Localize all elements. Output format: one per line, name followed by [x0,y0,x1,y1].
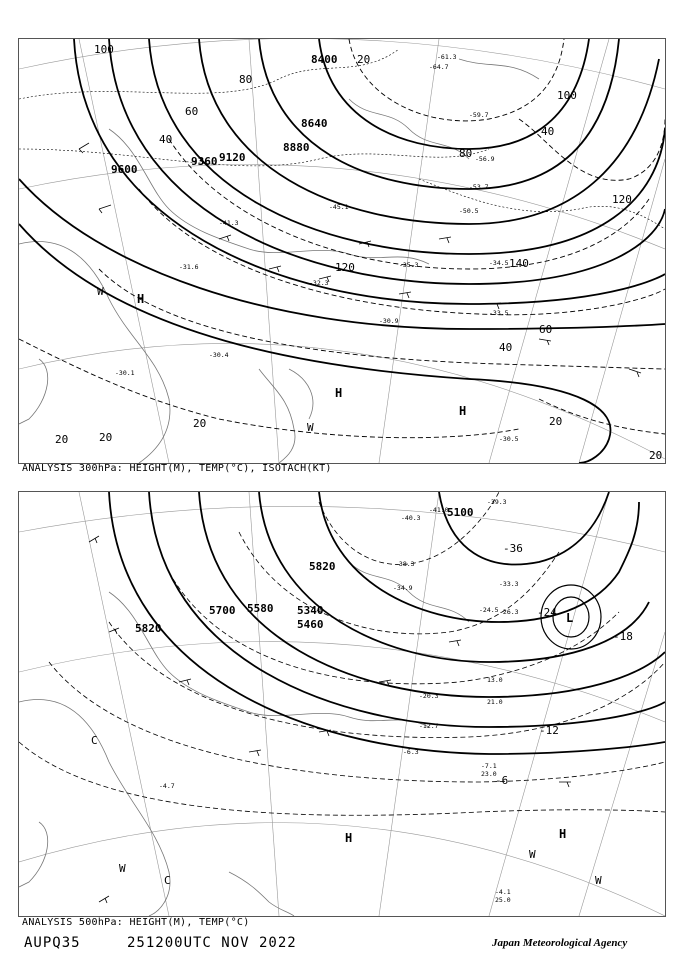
height-label: 5700 [209,604,236,617]
temp-value: -35.3 [399,261,419,269]
temp-value: -34.5 [489,259,509,267]
station-value: -6.3 [403,748,419,756]
height-contours [109,492,665,754]
station-value: -39.3 [487,498,507,506]
height-labels [135,506,474,635]
station-value: -24.5 [479,606,499,614]
height-label: 9120 [219,151,246,164]
temperature-labels [495,542,633,787]
map-panel-300hpa [18,38,666,464]
pressure-centers [137,292,466,418]
station-value: -4.7 [159,782,175,790]
station-value: 25.0 [495,896,511,904]
height-label: 5460 [297,618,324,631]
station-value: -34.9 [393,584,413,592]
isotach-label: 140 [509,257,529,270]
temp-value: -30.9 [379,317,399,325]
valid-time: 251200UTC NOV 2022 [127,935,297,951]
high-pressure-marker: H [345,831,353,845]
cold-marker: C [164,874,171,887]
station-value: -40.3 [401,514,421,522]
isotherm-label: -24 [537,606,557,619]
height-label: 5100 [447,506,474,519]
height-label: 8880 [283,141,310,154]
isotach-label: 60 [185,105,199,118]
height-label: 5580 [247,602,274,615]
isotach-label: 20 [357,53,371,66]
high-pressure-marker: H [459,404,467,418]
isotach-label: 120 [612,193,632,206]
isotach-label: 80 [459,147,473,160]
isotach-label: 20 [193,417,207,430]
temp-value: -50.5 [459,207,479,215]
temp-value: -32.3 [309,279,329,287]
warm-marker: W [529,848,536,861]
station-value: -7.1 [481,762,497,770]
isotach-label: 40 [541,125,555,138]
station-value: -33.3 [499,580,519,588]
isotach-label: 60 [539,323,553,336]
map-500hpa-canvas [19,492,665,916]
isotherm-label: -12 [539,724,559,737]
wind-barbs [79,143,641,377]
temp-value: -30.1 [115,369,135,377]
temp-value: -59.7 [469,111,489,119]
station-value: 21.0 [487,698,503,706]
cold-marker: C [91,734,98,747]
isotach-label: 40 [159,133,173,146]
warm-marker: W [97,285,104,298]
height-label: 5820 [135,622,162,635]
station-value: -38.3 [395,560,415,568]
isotherms [19,49,665,229]
temp-value: -64.7 [429,63,449,71]
isotach-label: 20 [549,415,563,428]
panel-caption-300hpa: ANALYSIS 300hPa: HEIGHT(M), TEMP(°C), ISOTACH(KT) [22,463,332,474]
height-label: 5340 [297,604,324,617]
warm-marker: W [595,874,602,887]
warm-marker: W [119,862,126,875]
coastlines [19,59,539,463]
height-label: 9360 [191,155,218,168]
temp-value: -30.5 [499,435,519,443]
map-300hpa-canvas [19,39,665,463]
temp-value: -61.3 [437,53,457,61]
isotach-label: 120 [335,261,355,274]
high-pressure-marker: H [137,292,145,306]
station-value: -20.3 [419,692,439,700]
height-label: 9600 [111,163,138,176]
temp-value: -41.3 [219,219,239,227]
temp-value: -45.1 [329,203,349,211]
station-value: 23.0 [481,770,497,778]
isotherm-label: -18 [613,630,633,643]
isotach-labels [55,43,662,462]
station-value: 13.0 [487,676,503,684]
temp-value: -33.5 [489,309,509,317]
isotherm-label: -6 [495,774,509,787]
panel-caption-500hpa: ANALYSIS 500hPa: HEIGHT(M), TEMP(°C) [22,917,250,928]
temp-value: -31.6 [179,263,199,271]
temp-value: -30.4 [209,351,229,359]
station-value: -41.0 [429,506,449,514]
coastlines [19,562,469,916]
height-labels [111,53,338,176]
isotach-label: 20 [55,433,69,446]
height-label: 8400 [311,53,338,66]
high-pressure-marker: H [559,827,567,841]
high-pressure-marker: H [335,386,343,400]
warm-marker: W [307,421,314,434]
station-value: -12.7 [419,722,439,730]
agency-name: Japan Meteorological Agency [492,937,628,949]
height-label: 8640 [301,117,328,130]
station-value: -4.1 [495,888,511,896]
temperature-samples [115,53,519,443]
temp-value: -53.7 [469,183,489,191]
station-value: -26.3 [499,608,519,616]
isotherm-label: -36 [503,542,523,555]
isotach-label: 40 [499,341,513,354]
product-code: AUPQ35 [24,935,81,951]
isotach-label: 20 [649,449,663,462]
low-pressure-marker: L [566,611,574,625]
isotach-label: 100 [557,89,577,102]
wind-barbs [89,536,574,903]
isotach-label: 20 [99,431,113,444]
wind-markers [97,285,314,434]
isotach-label: 100 [94,43,114,56]
graticule [19,492,665,916]
map-panel-500hpa [18,491,666,917]
temp-value: -56.9 [475,155,495,163]
height-label: 5820 [309,560,336,573]
isotach-label: 80 [239,73,253,86]
